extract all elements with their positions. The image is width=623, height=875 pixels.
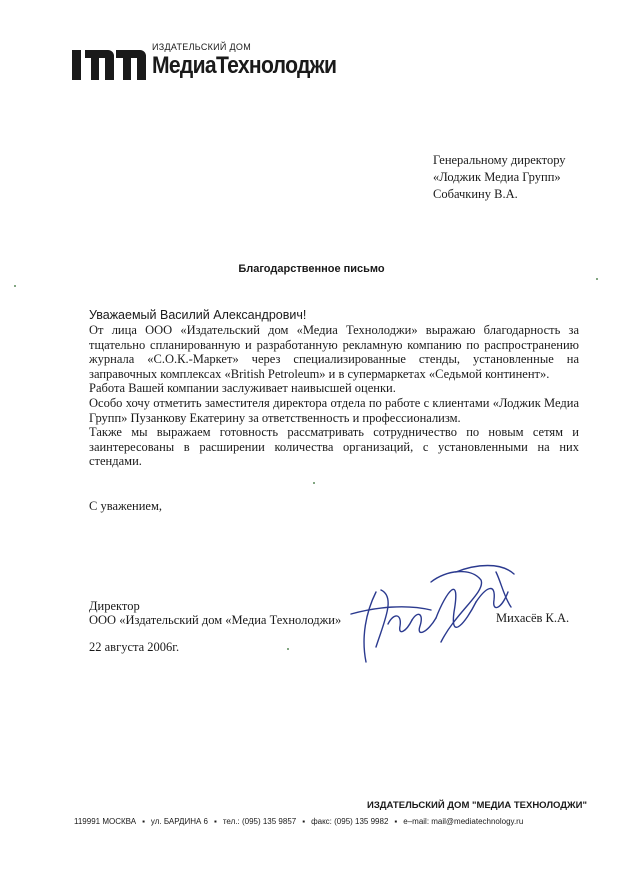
footer-fax: факс: (095) 135 9982 [311, 817, 389, 826]
signatory-name: Михасёв К.А. [496, 611, 570, 625]
body-paragraph: Также мы выражаем готовность рассматривать сотрудничество по новым сетям и заинтересованы в расширении количества организаций, с установленными на них стендами. [89, 425, 579, 469]
scan-speck [287, 648, 289, 650]
separator-bullet-icon: ▪ [302, 817, 306, 826]
footer-contacts [74, 817, 574, 826]
addressee-company: «Лоджик Медиа Групп» [433, 170, 561, 184]
footer-street: ул. БАРДИНА 6 [150, 817, 209, 826]
scan-speck [313, 482, 315, 484]
closing: С уважением, [89, 499, 162, 513]
signatory-title: Директор [89, 599, 140, 613]
footer-email: e–mail: mail@mediatechnology.ru [403, 817, 524, 826]
addressee-name: Собачкину В.А. [433, 187, 518, 201]
signatory-organization: ООО «Издательский дом «Медиа Технолоджи» [89, 613, 342, 627]
footer-city: 119991 МОСКВА [74, 817, 137, 826]
salutation: Уважаемый Василий Александрович! [89, 308, 307, 322]
scan-speck [596, 278, 598, 280]
letter-date: 22 августа 2006г. [89, 640, 180, 654]
body-paragraph: Особо хочу отметить заместителя директора отдела по работе с клиентами «Лоджик Медиа Групп» Пузанкову Екатерину за ответственность и профессионализм. [89, 395, 579, 425]
letter-body [89, 323, 579, 469]
addressee-block [433, 152, 566, 203]
handwritten-signature [336, 552, 526, 672]
footer-company-name: ИЗДАТЕЛЬСКИЙ ДОМ "МЕДИА ТЕХНОЛОДЖИ" [367, 800, 587, 811]
addressee-position: Генеральному директору [433, 153, 566, 167]
logo-wordmark: МедиаТехнолоджи [152, 52, 337, 79]
scan-speck [14, 285, 16, 287]
separator-bullet-icon: ▪ [394, 817, 398, 826]
company-logo [72, 42, 352, 84]
separator-bullet-icon: ▪ [214, 817, 217, 826]
logo-subtitle: ИЗДАТЕЛЬСКИЙ ДОМ [152, 42, 251, 52]
body-paragraph: От лица ООО «Издательский дом «Медиа Технолоджи» выражаю благодарность за тщательно спланированную и разработанную рекламную компанию по распространению журнала «С.О.К.-Маркет» через специализированные стенды, установленные на заправочных комплексах «British Petroleum» и в супермаркетах «Седьмой континент». [89, 323, 579, 381]
separator-bullet-icon: ▪ [142, 817, 145, 826]
footer-phone: тел.: (095) 135 9857 [222, 817, 297, 826]
letter-title: Благодарственное письмо [238, 263, 385, 275]
logo-mark-icon [72, 44, 146, 80]
body-paragraph: Работа Вашей компании заслуживает наивысшей оценки. [89, 381, 396, 396]
